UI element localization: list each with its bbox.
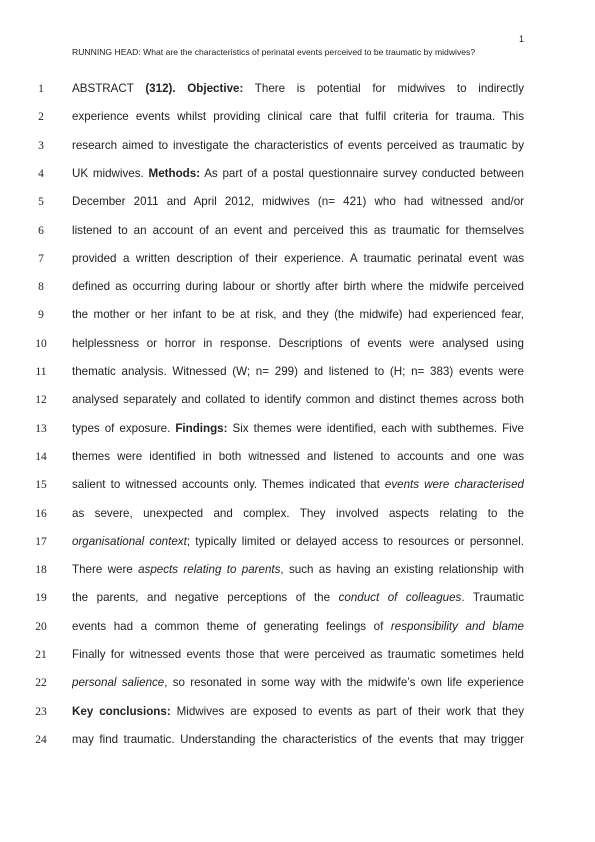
- text-run: events had a common theme of generating feelings of: [72, 619, 391, 633]
- line-number: 4: [38, 167, 44, 180]
- manuscript-line: [0, 391, 595, 409]
- text-run: the mother or her infant to be at risk, and they (the midwife) had experienced fear,: [72, 308, 524, 322]
- manuscript-line: [0, 165, 595, 183]
- bold-text: (312). Objective:: [145, 82, 244, 95]
- text-run: types of exposure.: [72, 421, 176, 435]
- text-run: salient to witnessed accounts only. Themes indicated that: [72, 478, 385, 492]
- line-text: [72, 561, 524, 579]
- manuscript-line: [0, 278, 595, 296]
- line-number: 21: [35, 649, 47, 661]
- text-run: . Traumatic: [461, 591, 524, 605]
- line-text: [72, 731, 524, 749]
- manuscript-line: [0, 306, 595, 324]
- line-text: [72, 108, 524, 126]
- manuscript-line: [0, 80, 595, 98]
- text-run: Midwives are exposed to events as part of their work that they: [170, 704, 524, 718]
- line-text: [72, 165, 524, 183]
- line-text: [72, 674, 524, 692]
- text-run: defined as occurring during labour or shortly after birth where the midwife perceived: [72, 280, 524, 294]
- text-run: UK midwives.: [72, 166, 149, 180]
- text-run: experience events whilst providing clinical care that fulfil criteria for trauma. This: [72, 110, 524, 124]
- line-text: [72, 222, 524, 240]
- italic-text: aspects relating to parents: [138, 563, 281, 577]
- manuscript-line: [0, 533, 595, 551]
- line-number: 23: [35, 705, 47, 718]
- text-run: thematic analysis. Witnessed (W; n= 299) and listened to (H; n= 383) events were: [72, 365, 524, 378]
- text-run: Finally for witnessed events those that were perceived as traumatic sometimes held: [72, 648, 524, 661]
- text-run: the parents, and negative perceptions of the: [72, 591, 339, 605]
- line-number: 13: [35, 422, 47, 435]
- bold-text: Key conclusions:: [72, 704, 171, 718]
- bold-text: Methods:: [148, 166, 201, 180]
- text-run: There is potential for midwives to indirectly: [243, 82, 524, 95]
- line-text: [72, 505, 524, 523]
- text-run: , such as having an existing relationship with: [280, 563, 524, 577]
- manuscript-line: [0, 137, 595, 155]
- text-run: provided a written description of their experience. A traumatic perinatal event was: [72, 251, 524, 265]
- manuscript-line: [0, 646, 595, 664]
- line-number: 5: [38, 196, 44, 209]
- line-number: 20: [35, 620, 47, 633]
- line-text: [72, 646, 524, 664]
- manuscript-line: [0, 193, 595, 211]
- line-text: [72, 278, 524, 296]
- manuscript-line: [0, 363, 595, 381]
- text-run: , so resonated in some way with the midwife’s own life experience: [164, 676, 524, 690]
- italic-text: conduct of colleagues: [338, 591, 462, 605]
- text-run: As part of a postal questionnaire survey conducted between: [200, 166, 524, 180]
- line-number: 14: [35, 450, 47, 463]
- line-number: 15: [35, 479, 47, 492]
- line-text: [72, 250, 524, 268]
- text-run: listened to an account of an event and perceived this as traumatic for themselves: [72, 223, 524, 237]
- line-number: 8: [38, 281, 44, 294]
- line-number: 17: [35, 535, 47, 548]
- manuscript-line: [0, 703, 595, 721]
- manuscript-line: [0, 561, 595, 579]
- line-number: 12: [35, 394, 47, 407]
- line-text: [72, 335, 524, 353]
- text-run: research aimed to investigate the characteristics of events perceived as traumatic by: [72, 138, 524, 152]
- line-text: [72, 420, 524, 438]
- line-text: [72, 363, 524, 381]
- line-text: [72, 618, 524, 636]
- line-number: 24: [35, 733, 47, 746]
- manuscript-line: [0, 731, 595, 749]
- line-number: 6: [38, 224, 44, 237]
- text-run: December 2011 and April 2012, midwives (n= 421) who had witnessed and/or: [72, 195, 524, 209]
- line-text: [72, 589, 524, 607]
- italic-text: organisational context: [72, 534, 187, 548]
- text-run: may find traumatic. Understanding the characteristics of the events that may trigger: [72, 732, 524, 746]
- line-number: 3: [38, 139, 44, 152]
- line-number: 16: [35, 507, 47, 520]
- manuscript-line: [0, 335, 595, 353]
- text-run: There were: [72, 563, 139, 577]
- manuscript-line: [0, 505, 595, 523]
- line-number: 19: [35, 592, 47, 605]
- line-number: 1: [38, 83, 44, 95]
- line-text: [72, 306, 524, 324]
- manuscript-line: [0, 250, 595, 268]
- line-number: 11: [35, 366, 47, 378]
- line-number: 22: [35, 677, 47, 690]
- text-run: as severe, unexpected and complex. They involved aspects relating to the: [72, 506, 524, 520]
- line-text: [72, 476, 524, 494]
- line-text: [72, 533, 524, 551]
- text-run: Six themes were identified, each with subthemes. Five: [227, 421, 524, 435]
- manuscript-line: [0, 674, 595, 692]
- bold-text: Findings:: [175, 421, 228, 435]
- line-text: [72, 448, 524, 466]
- line-text: [72, 137, 524, 155]
- manuscript-line: [0, 589, 595, 607]
- italic-text: personal salience: [72, 676, 165, 690]
- page-number: 1: [518, 34, 524, 44]
- manuscript-line: [0, 448, 595, 466]
- manuscript-line: [0, 108, 595, 126]
- italic-text: responsibility and blame: [390, 619, 524, 633]
- text-run: themes were identified in both witnessed and listened to accounts and one was: [72, 449, 524, 463]
- text-run: ; typically limited or delayed access to resources or personnel.: [186, 534, 524, 548]
- line-number: 7: [38, 252, 44, 265]
- manuscript-line: [0, 476, 595, 494]
- line-text: [72, 703, 524, 721]
- line-number: 2: [38, 111, 44, 124]
- manuscript-line: [0, 222, 595, 240]
- line-text: [72, 193, 524, 211]
- line-text: [72, 391, 524, 409]
- italic-text: events were characterised: [384, 478, 524, 492]
- line-number: 9: [38, 309, 44, 322]
- manuscript-line: [0, 618, 595, 636]
- line-text: [72, 80, 524, 98]
- text-run: ABSTRACT: [72, 82, 146, 95]
- running-head: RUNNING HEAD: What are the characteristics of perinatal events perceived to be traumatic by midwives?: [72, 47, 476, 57]
- line-number: 18: [35, 564, 47, 577]
- line-number: 10: [35, 337, 47, 350]
- manuscript-line: [0, 420, 595, 438]
- text-run: analysed separately and collated to identify common and distinct themes across both: [72, 393, 524, 407]
- text-run: helplessness or horror in response. Descriptions of events were analysed using: [72, 336, 524, 350]
